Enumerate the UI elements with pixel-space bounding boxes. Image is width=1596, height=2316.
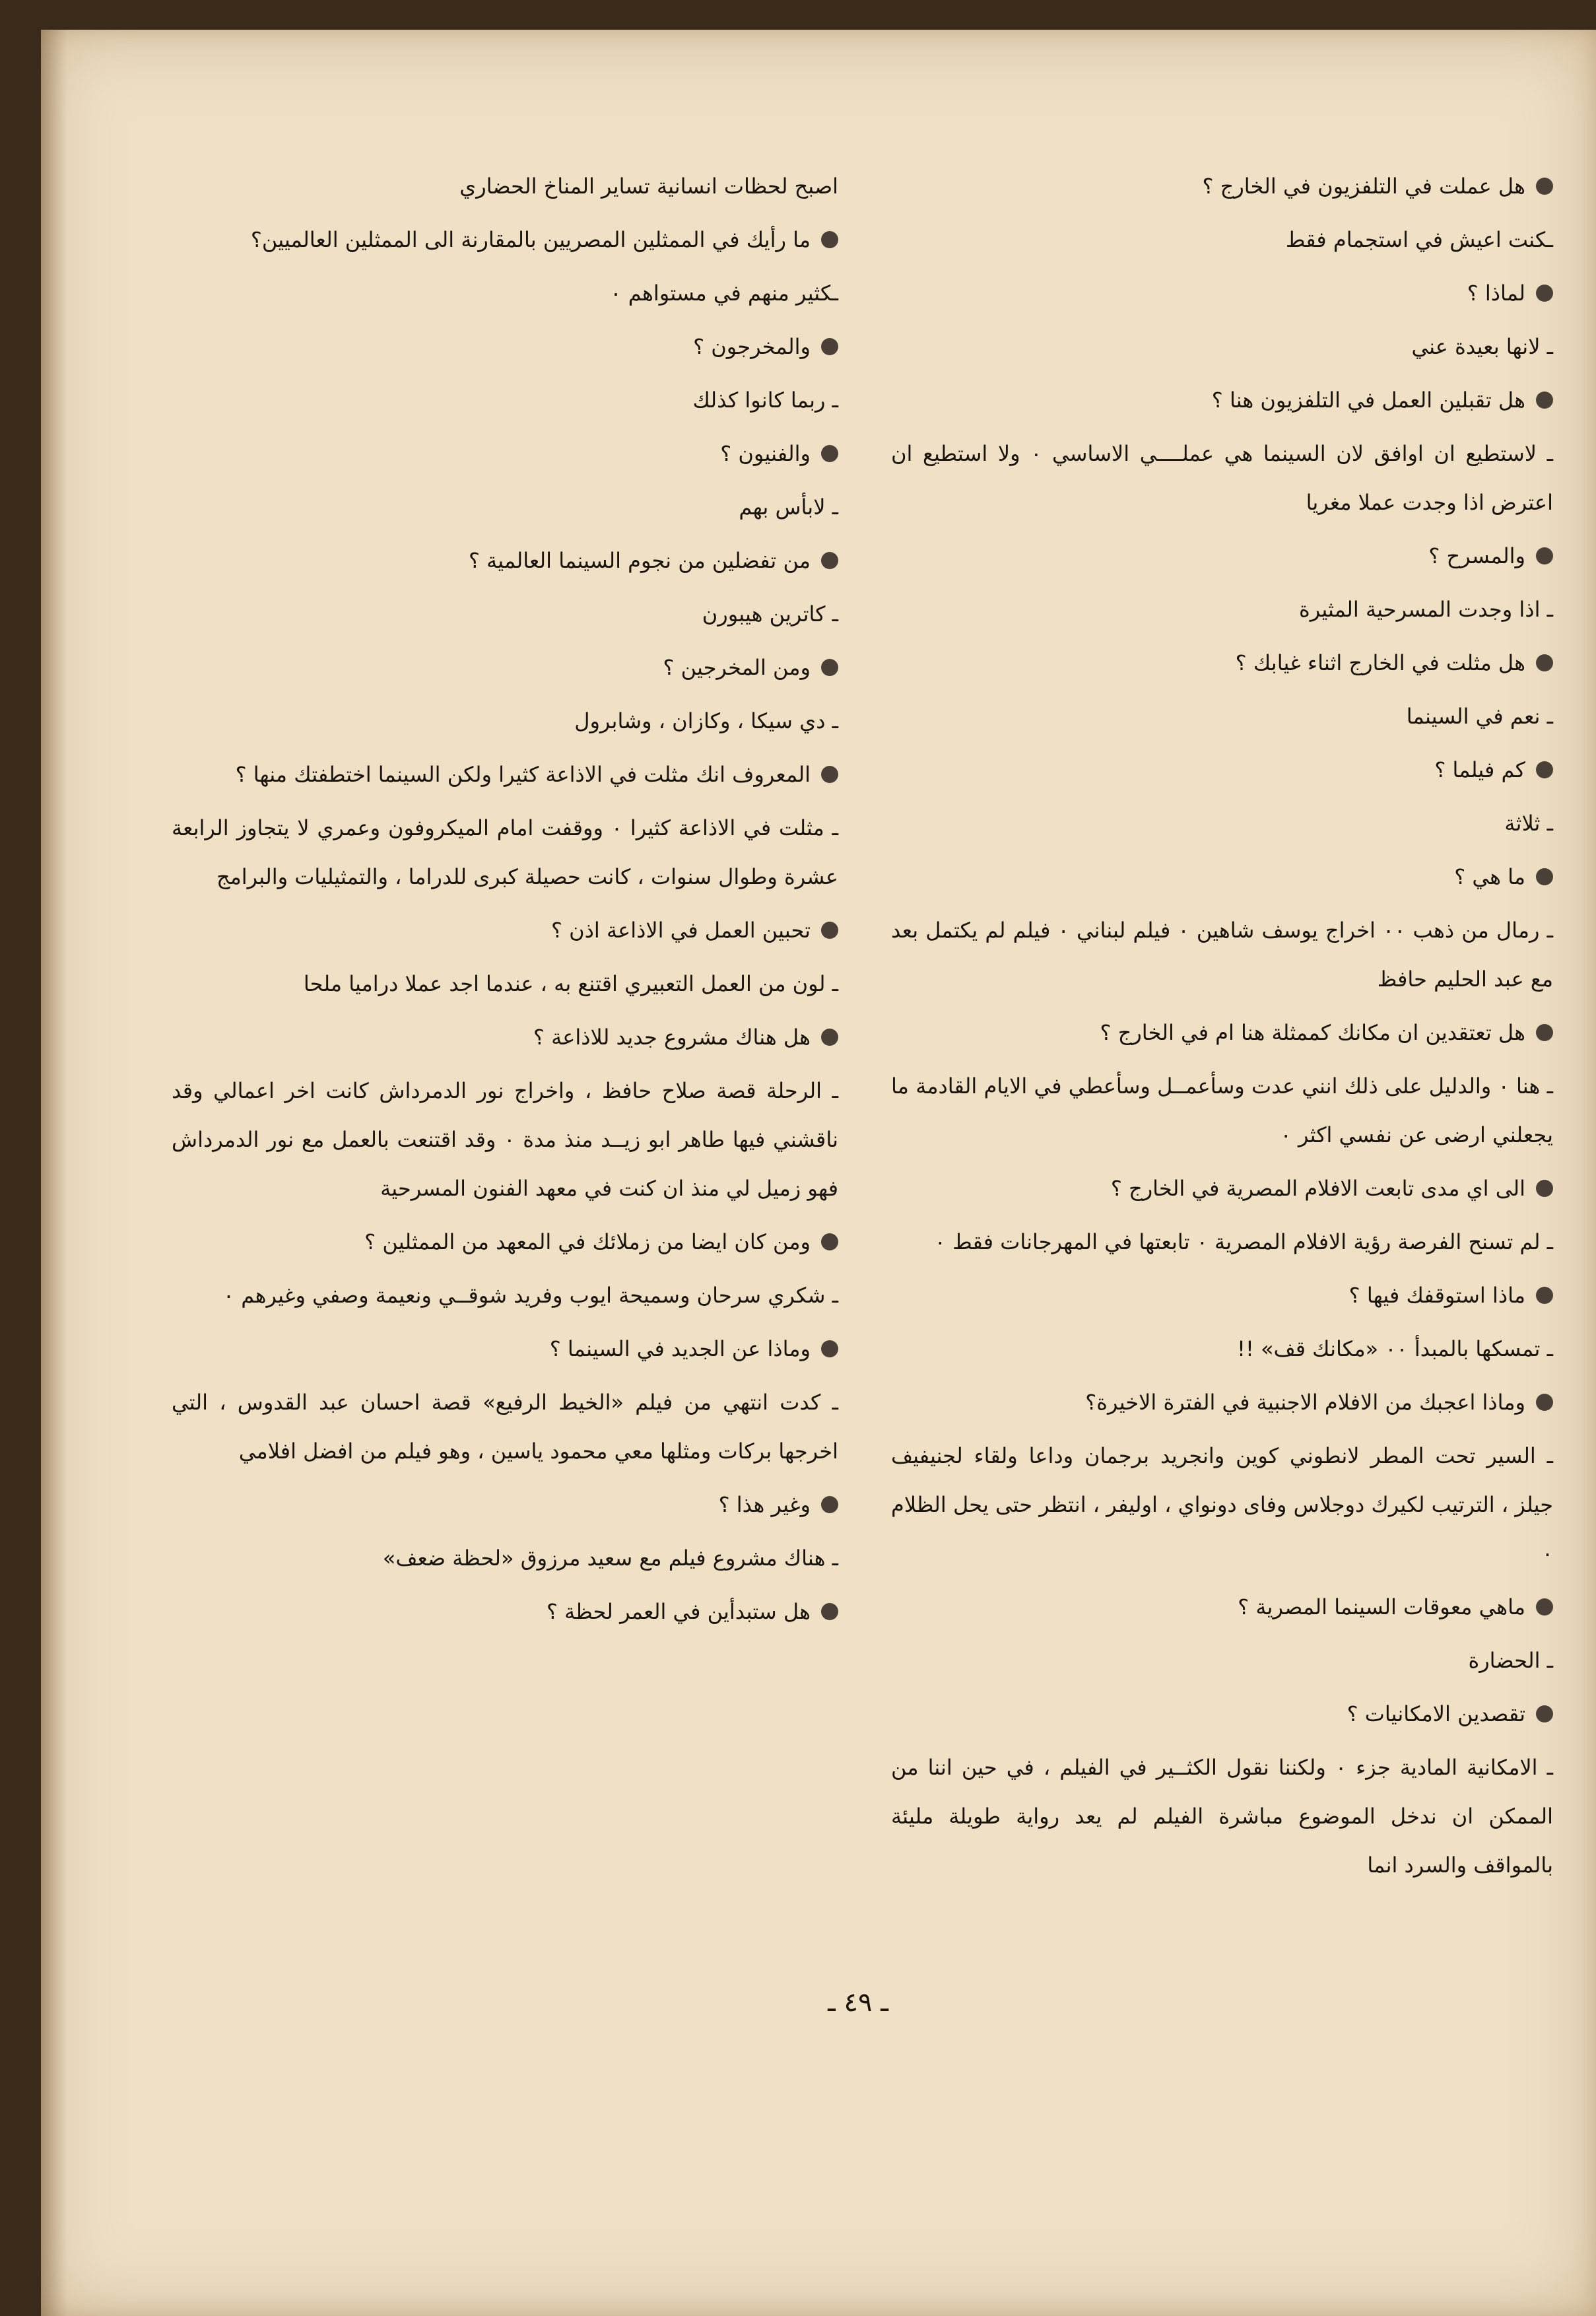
question-text: تقصدين الامكانيات ؟ — [1347, 1701, 1525, 1726]
answer-paragraph: ـ مثلت في الاذاعة كثيرا ٠ ووقفت امام الميكروفون وعمري لا يتجاوز الرابعة عشرة وطوال سنوات ، كانت حصيلة كبرى للدراما ، والتمثيليات والبرامج — [172, 815, 839, 889]
question-paragraph — [891, 1008, 1553, 1057]
bullet-dot-icon — [821, 231, 838, 248]
question-text: هل مثلت في الخارج اثناء غيابك ؟ — [1235, 650, 1525, 675]
question-paragraph — [891, 1378, 1553, 1427]
question-paragraph — [891, 852, 1553, 901]
question-paragraph — [172, 1013, 838, 1062]
question-paragraph — [172, 1324, 838, 1373]
question-text: ومن كان ايضا من زملائك في المعهد من الممثلين ؟ — [364, 1229, 811, 1254]
question-paragraph — [172, 1480, 838, 1529]
bullet-dot-icon — [1536, 1180, 1553, 1197]
answer-paragraph: ـ كدت انتهي من فيلم «الخيط الرفيع» قصة احسان عبد القدوس ، التي اخرجها بركات ومثلها معي محمود ياسين ، وهو فيلم من افضل افلامي — [172, 1390, 838, 1464]
question-text: من تفضلين من نجوم السينما العالمية ؟ — [468, 548, 811, 573]
question-paragraph — [172, 536, 838, 585]
bullet-dot-icon — [1536, 392, 1553, 409]
question-text: وماذا اعجبك من الافلام الاجنبية في الفترة الاخيرة؟ — [1085, 1390, 1525, 1415]
bullet-dot-icon — [1536, 1024, 1553, 1041]
question-paragraph — [891, 531, 1553, 580]
bullet-dot-icon — [821, 338, 838, 355]
question-text: والفنيون ؟ — [720, 441, 811, 466]
question-paragraph — [172, 1217, 838, 1266]
bullet-dot-icon — [821, 552, 838, 569]
question-paragraph — [172, 1587, 838, 1636]
question-text: الى اي مدى تابعت الافلام المصرية في الخارج ؟ — [1110, 1176, 1525, 1201]
right-column — [891, 162, 1553, 1894]
question-paragraph — [891, 162, 1553, 211]
answer-paragraph: ـ لابأس بهم — [739, 494, 838, 520]
answer-paragraph: ـكنت اعيش في استجمام فقط — [1285, 227, 1553, 252]
answer-paragraph: ـ لون من العمل التعبيري اقتنع به ، عندما اجد عملا دراميا ملحا — [303, 971, 838, 996]
question-paragraph — [172, 906, 838, 955]
answer-paragraph: ـكثير منهم في مستواهم ٠ — [610, 281, 838, 306]
question-text: هل هناك مشروع جديد للاذاعة ؟ — [533, 1025, 811, 1050]
answer-paragraph: ـ دي سيكا ، وكازان ، وشابرول — [574, 708, 838, 733]
bullet-dot-icon — [821, 445, 838, 462]
bullet-dot-icon — [1536, 1598, 1553, 1616]
answer-paragraph: ـ لاستطيع ان اوافق لان السينما هي عملــــي الاساسي ٠ ولا استطيع ان اعترض اذا وجدت عملا مغريا — [891, 441, 1554, 515]
answer-paragraph: ـ هناك مشروع فيلم مع سعيد مرزوق «لحظة ضعف» — [382, 1546, 838, 1571]
answer-paragraph: ـ نعم في السينما — [1406, 704, 1553, 729]
bullet-dot-icon — [821, 1233, 838, 1250]
question-text: المعروف انك مثلت في الاذاعة كثيرا ولكن السينما اختطفتك منها ؟ — [235, 762, 811, 787]
question-text: كم فيلما ؟ — [1434, 757, 1525, 782]
answer-paragraph: ـ ثلاثة — [1504, 811, 1553, 836]
question-text: هل ستبدأين في العمر لحظة ؟ — [546, 1599, 811, 1624]
question-text: هل تعتقدين ان مكانك كممثلة هنا ام في الخارج ؟ — [1100, 1020, 1525, 1045]
question-paragraph — [891, 376, 1553, 425]
question-paragraph — [172, 322, 838, 371]
answer-paragraph: ـ تمسكها بالمبدأ ٠٠ «مكانك قف» !! — [1237, 1336, 1553, 1361]
question-text: ما هي ؟ — [1454, 864, 1525, 889]
page-number: ـ ٤٩ ـ — [828, 1987, 888, 2018]
answer-paragraph: ـ لانها بعيدة عني — [1411, 334, 1553, 359]
bullet-dot-icon — [1536, 1287, 1553, 1304]
bullet-dot-icon — [1536, 868, 1553, 885]
bullet-dot-icon — [1536, 178, 1553, 195]
question-paragraph — [891, 269, 1553, 318]
answer-paragraph: ـ السير تحت المطر لانطوني كوين وانجريد برجمان وداعا ولقاء لجنيفيف جيلز ، الترتيب لكيرك دوجلاس وفاى دونواي ، اوليفر ، انتظر حتى يحل الظلام ٠ — [891, 1443, 1553, 1566]
answer-paragraph: ـ لم تسنح الفرصة رؤية الافلام المصرية ٠ تابعتها في المهرجانات فقط ٠ — [934, 1229, 1553, 1254]
question-paragraph — [891, 1583, 1553, 1631]
answer-paragraph: اصبح لحظات انسانية تساير المناخ الحضاري — [459, 174, 838, 199]
question-paragraph — [891, 1689, 1553, 1738]
question-text: لماذا ؟ — [1467, 281, 1525, 306]
answer-paragraph: ـ رمال من ذهب ٠٠ اخراج يوسف شاهين ٠ فيلم لبناني ٠ فيلم لم يكتمل بعد مع عبد الحليم حافظ — [891, 918, 1554, 992]
bullet-dot-icon — [821, 1603, 838, 1620]
bullet-dot-icon — [821, 922, 838, 939]
question-paragraph — [172, 750, 838, 799]
left-column — [172, 162, 838, 1641]
answer-paragraph: ـ اذا وجدت المسرحية المثيرة — [1298, 597, 1553, 622]
question-text: والمسرح ؟ — [1428, 543, 1525, 568]
question-paragraph — [891, 1164, 1553, 1213]
question-paragraph — [172, 643, 838, 692]
bullet-dot-icon — [821, 766, 838, 783]
bullet-dot-icon — [1536, 547, 1553, 564]
bullet-dot-icon — [1536, 761, 1553, 778]
question-text: هل عملت في التلفزيون في الخارج ؟ — [1202, 174, 1525, 199]
question-paragraph — [891, 745, 1553, 794]
answer-paragraph: ـ الحضارة — [1468, 1648, 1553, 1673]
bullet-dot-icon — [1536, 1705, 1553, 1722]
bullet-dot-icon — [821, 1340, 838, 1357]
answer-paragraph: ـ الرحلة قصة صلاح حافظ ، واخراج نور الدمرداش كانت اخر اعمالي وقد ناقشني فيها طاهر ابو زيــد منذ مدة ٠ وقد اقتنعت بالعمل مع نور الدمرداش فهو زميل لي منذ ان كنت في معهد الفنون المسرحية — [172, 1078, 839, 1201]
answer-paragraph: ـ ربما كانوا كذلك — [692, 388, 838, 413]
question-text: وماذا عن الجديد في السينما ؟ — [549, 1336, 811, 1361]
question-text: ماذا استوقفك فيها ؟ — [1348, 1283, 1525, 1308]
answer-paragraph: ـ كاترين هيبورن — [702, 601, 838, 627]
question-text: هل تقبلين العمل في التلفزيون هنا ؟ — [1211, 388, 1525, 413]
bullet-dot-icon — [821, 1496, 838, 1513]
bullet-dot-icon — [821, 1029, 838, 1046]
page-spine-shadow — [41, 30, 67, 2316]
question-text: ما رأيك في الممثلين المصريين بالمقارنة الى الممثلين العالميين؟ — [250, 227, 811, 252]
bullet-dot-icon — [1536, 654, 1553, 671]
question-text: والمخرجون ؟ — [693, 334, 811, 359]
question-paragraph — [891, 1271, 1553, 1320]
answer-paragraph: ـ هنا ٠ والدليل على ذلك انني عدت وسأعمــل وسأعطي في الايام القادمة ما يجعلني ارضى عن نفسي اكثر ٠ — [891, 1073, 1554, 1147]
question-text: ومن المخرجين ؟ — [663, 655, 811, 680]
bullet-dot-icon — [1536, 285, 1553, 302]
question-text: وغير هذا ؟ — [718, 1492, 811, 1517]
bullet-dot-icon — [821, 659, 838, 676]
question-paragraph — [891, 638, 1553, 687]
answer-paragraph: ـ شكري سرحان وسميحة ايوب وفريد شوقــي ونعيمة وصفي وغيرهم ٠ — [222, 1283, 838, 1308]
answer-paragraph: ـ الامكانية المادية جزء ٠ ولكننا نقول الكثــير في الفيلم ، في حين اننا من الممكن ان ندخل الموضوع مباشرة الفيلم لم يعد رواية طويلة مليئة بالمواقف والسرد انما — [891, 1755, 1554, 1878]
question-text: تحبين العمل في الاذاعة اذن ؟ — [550, 918, 811, 943]
question-text: ماهي معوقات السينما المصرية ؟ — [1238, 1594, 1525, 1619]
question-paragraph — [172, 429, 838, 478]
bullet-dot-icon — [1536, 1394, 1553, 1411]
question-paragraph — [172, 215, 838, 264]
